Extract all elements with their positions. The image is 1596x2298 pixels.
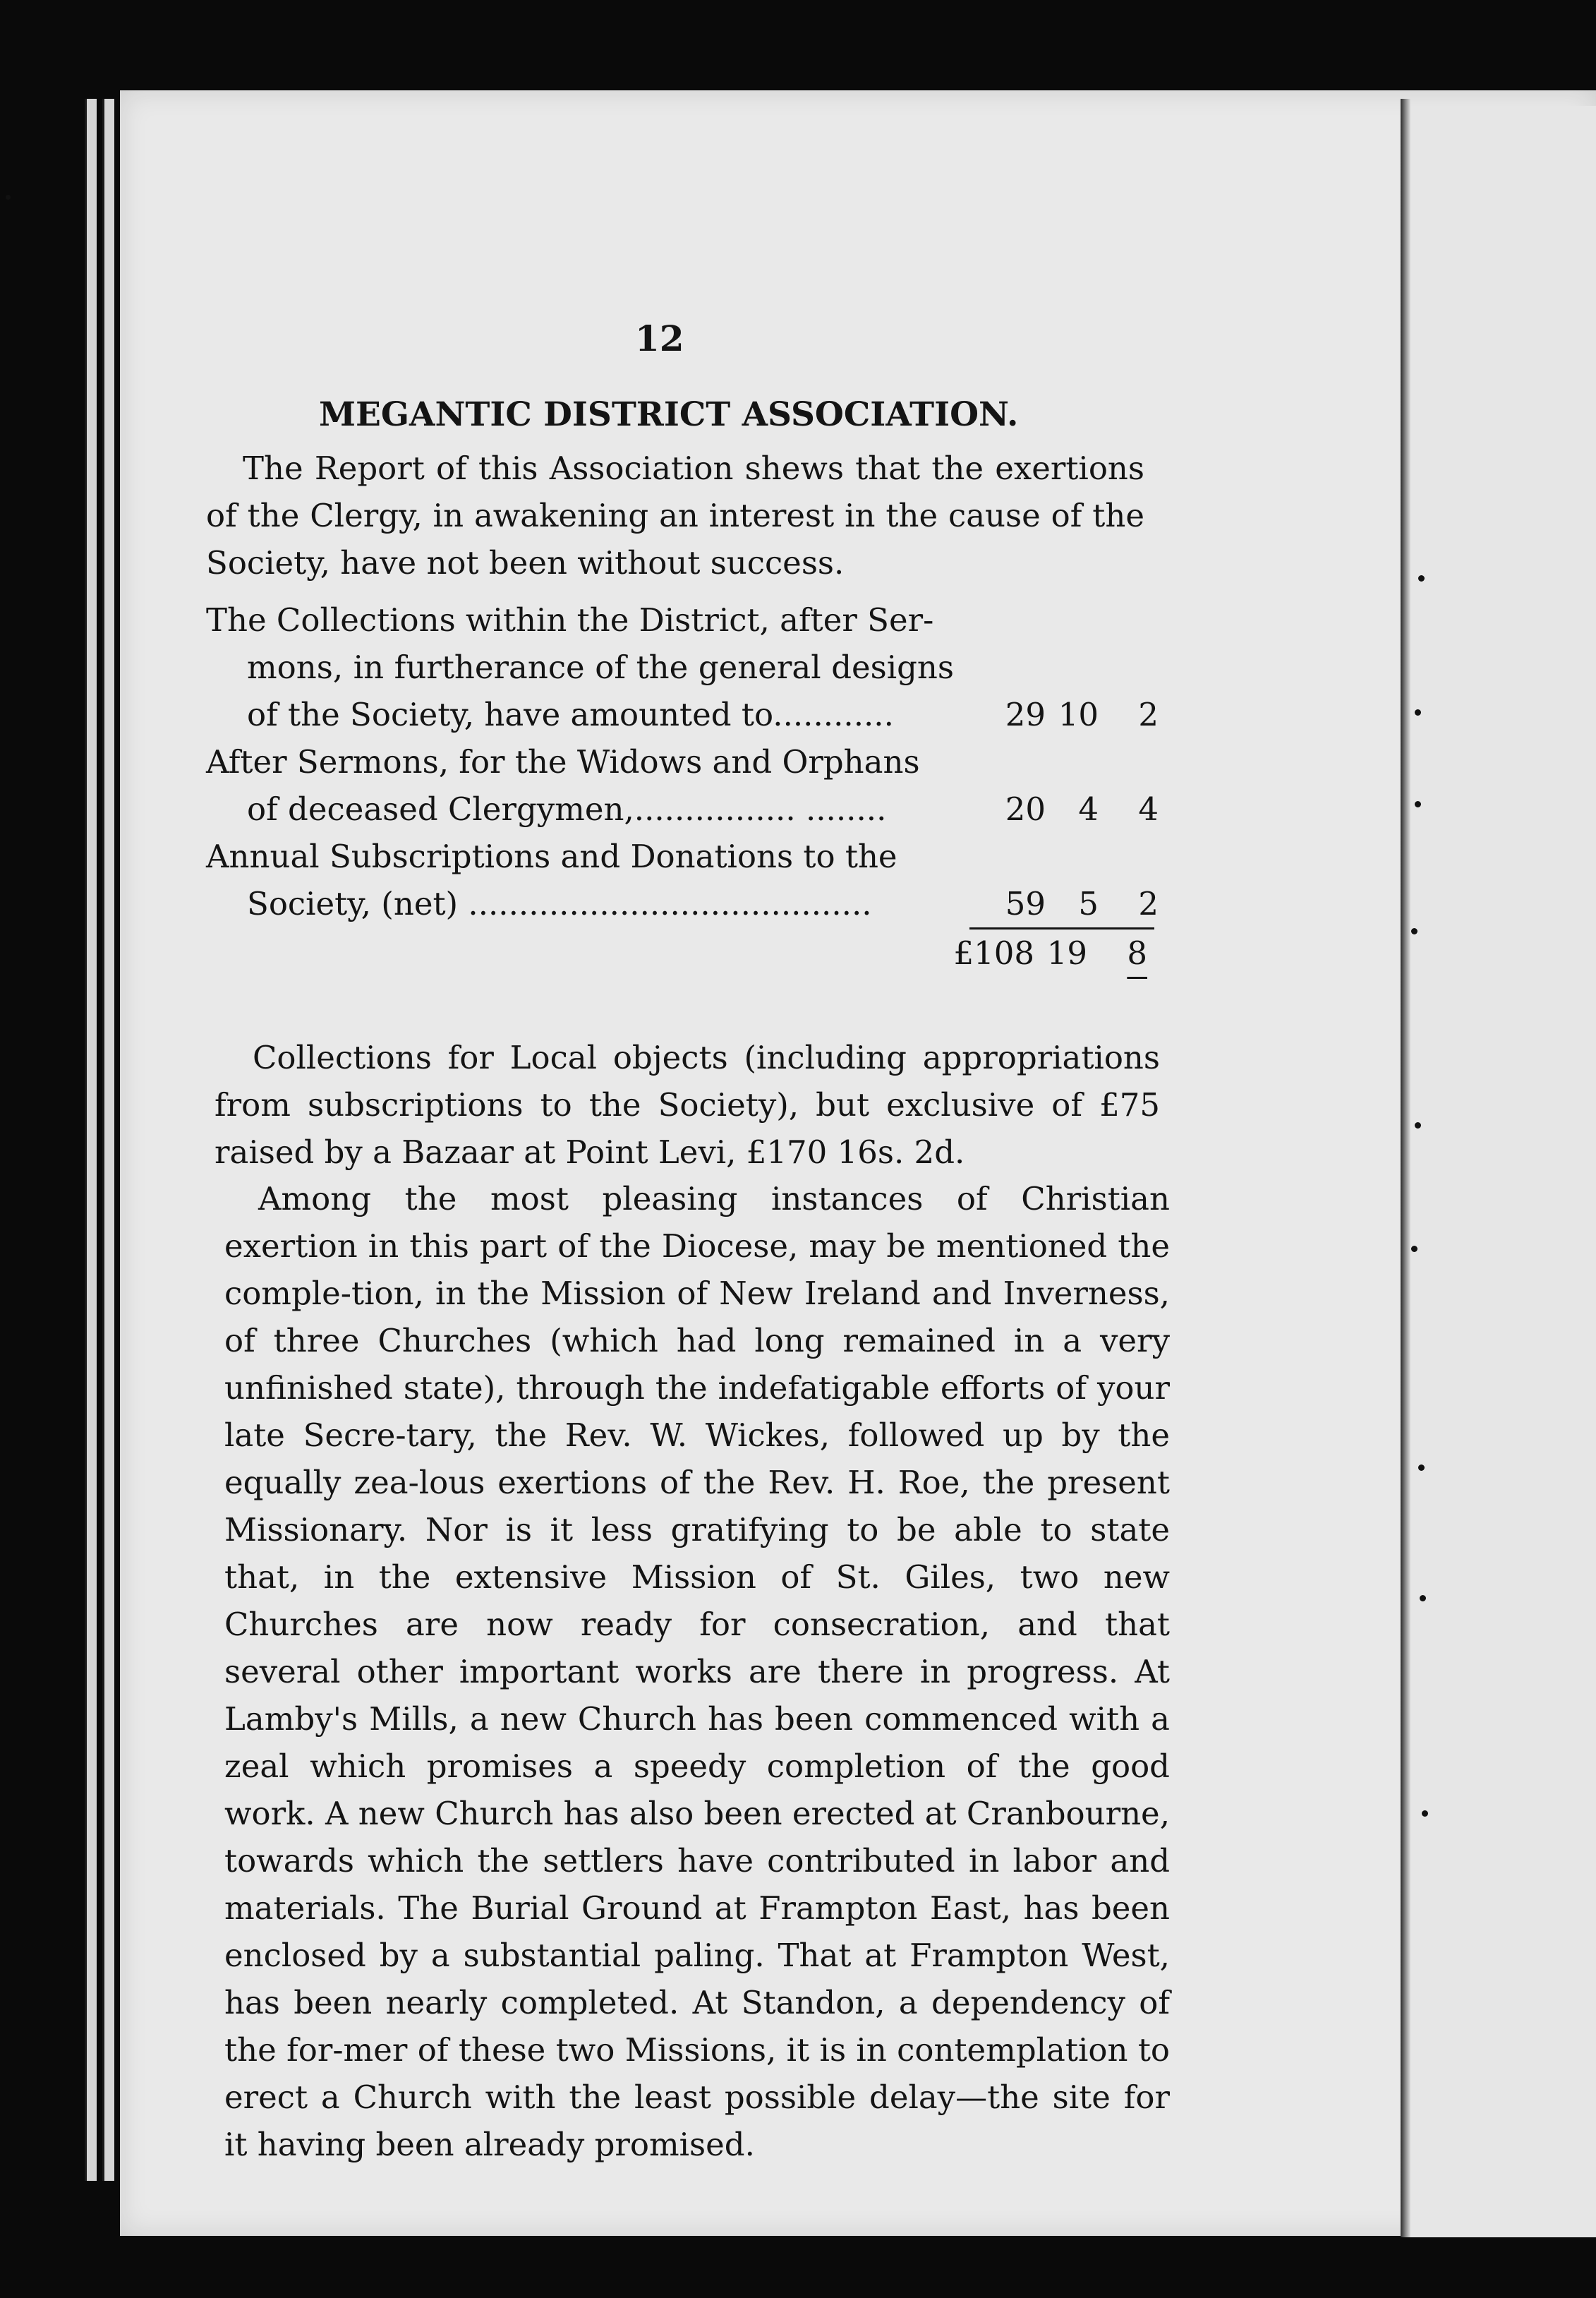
ledger-entry — [206, 738, 1180, 833]
ledger-amount — [954, 691, 1166, 738]
section-heading: MEGANTIC DISTRICT ASSOCIATION. — [319, 395, 1019, 434]
ledger-label-line: After Sermons, for the Widows and Orphans — [206, 743, 920, 781]
amount-shillings: 4 — [1078, 790, 1099, 828]
total-shillings: 19 — [1046, 934, 1087, 972]
amount-pence: 2 — [1138, 885, 1159, 922]
ledger-entry — [206, 596, 1180, 738]
page-number: 12 — [635, 318, 684, 359]
amount-pounds: 20 — [1005, 790, 1046, 828]
ledger-label-line: Annual Subscriptions and Donations to the — [206, 838, 897, 875]
ledger-amount — [954, 786, 1166, 833]
total-amount — [943, 930, 1154, 977]
ledger-label-continuation: Society, (net) ........................................ — [247, 885, 872, 922]
total-pence: 8 — [1127, 934, 1147, 972]
ledger-label-line: The Collections within the District, after Ser- — [206, 601, 934, 639]
amount-pounds: 29 — [1005, 696, 1046, 733]
total-pounds: £108 — [953, 934, 1034, 972]
ledger-amount — [954, 880, 1166, 927]
ledger-entry-label — [206, 738, 954, 833]
ledger-entry — [206, 833, 1180, 927]
amount-shillings: 10 — [1058, 696, 1099, 733]
amount-pence: 2 — [1138, 696, 1159, 733]
ledger-total — [206, 930, 1180, 977]
amount-shillings: 5 — [1078, 885, 1099, 922]
local-collections-paragraph: Collections for Local objects (including appropriations from subscriptions to the Society), but exclusive of £75 raised by a Bazaar at Point Levi, £170 16s. 2d. — [214, 1039, 1160, 1171]
amount-pence: 4 — [1138, 790, 1159, 828]
collections-ledger — [206, 596, 1180, 977]
ledger-label-continuation: mons, in furtherance of the general designs of the Society, have amounted to............ — [247, 649, 954, 733]
amount-pounds: 59 — [1005, 885, 1046, 922]
ledger-entry-label — [206, 833, 954, 927]
ledger-entry-label — [206, 596, 954, 738]
missions-paragraph: Among the most pleasing instances of Christian exertion in this part of the Diocese, may be mentioned the comple-tion, in the Mission of New Ireland and Inverness, of three Churches (which had long remained in a very unfinished state), through the indefatigable efforts of your late Secre-tary, the Rev. W. Wickes, followed up by the equally zea-lous exertions of the Rev. H. Roe, the present Missionary. Nor is it less gratifying to be able to state that, in the extensive Mission of St. Giles, two new Churches are now ready for consecration, and that several other important works are there in progress. At Lamby's Mills, a new Church has been commenced with a zeal which promises a speedy completion of the good work. A new Church has also been erected at Cranbourne, towards which the settlers have contributed in labor and materials. The Burial Ground at Frampton East, has been enclosed by a substantial paling. That at Frampton West, has been nearly completed. At Standon, a dependency of the for-mer of these two Missions, it is in contemplation to erect a Church with the least possible delay—the site for it having been already promised. — [224, 1180, 1170, 2163]
ledger-label-continuation: of deceased Clergymen,................ ........ — [247, 790, 887, 828]
intro-paragraph: The Report of this Association shews that the exertions of the Clergy, in awakening an interest in the cause of the Society, have not been without success. — [206, 450, 1144, 582]
